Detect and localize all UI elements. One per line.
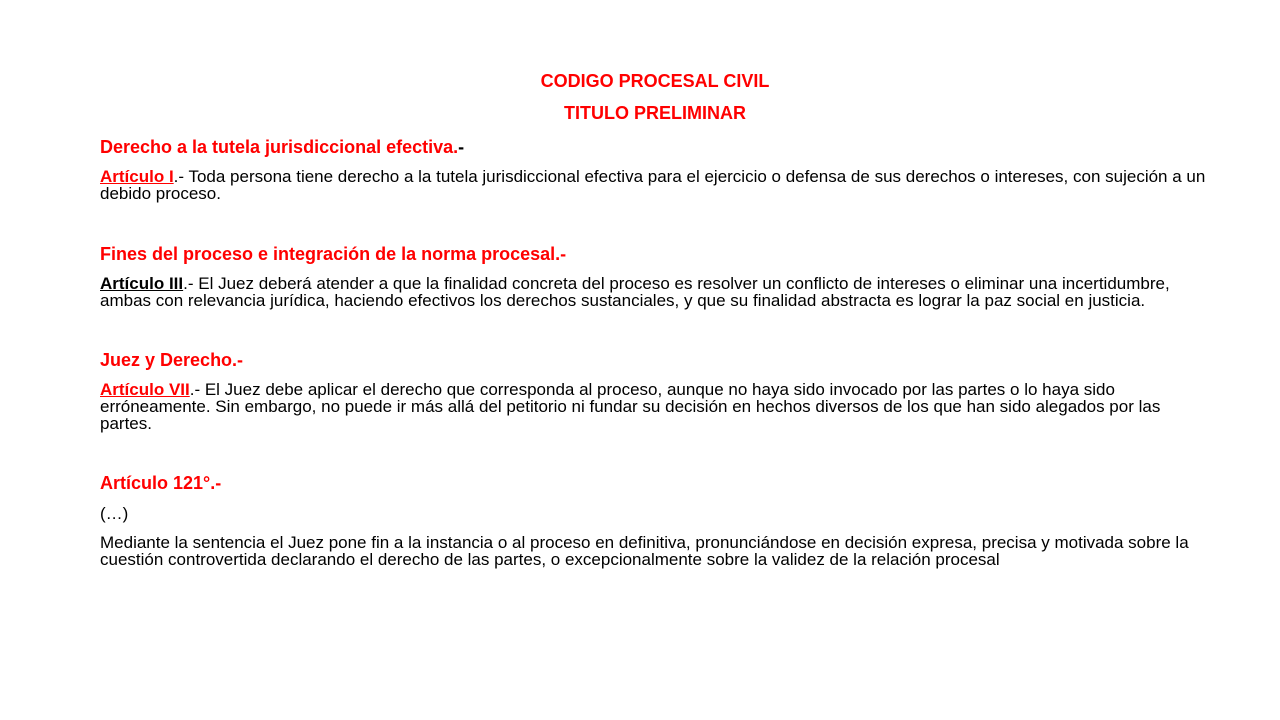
section-heading-tutela-text: Derecho a la tutela jurisdiccional efectiva. [100, 137, 459, 157]
article-i-ref: Artículo I [100, 167, 174, 186]
section-heading-tutela-suffix: - [458, 137, 465, 157]
section-heading-tutela [100, 136, 1210, 158]
article-iii-paragraph [100, 275, 1210, 309]
section-heading-articulo-121: Artículo 121°.- [100, 473, 222, 493]
section-heading-juez: Juez y Derecho.- [100, 350, 244, 370]
article-vii-body: .- El Juez debe aplicar el derecho que corresponda al proceso, aunque no haya sido invocado por las partes o lo haya sido erróneamente. Sin embargo, no puede ir más allá del petitorio ni fundar su decisión en hechos diversos de los que han sido alegados por las partes. [100, 380, 1161, 433]
slide-content [100, 70, 1210, 568]
article-i-body: .- Toda persona tiene derecho a la tutela jurisdiccional efectiva para el ejercicio o defensa de sus derechos o intereses, con sujeción a un debido proceso. [100, 167, 1206, 203]
section-heading-fines: Fines del proceso e integración de la norma procesal.- [100, 244, 567, 264]
document-subtitle: TITULO PRELIMINAR [564, 103, 746, 123]
article-i-paragraph [100, 168, 1210, 202]
document-title: CODIGO PROCESAL CIVIL [540, 71, 770, 91]
article-iii-body: .- El Juez deberá atender a que la finalidad concreta del proceso es resolver un conflicto de intereses o eliminar una incertidumbre, ambas con relevancia jurídica, haciendo efectivos los derechos sustanciales, y que su finalidad abstracta es lograr la paz social en justicia. [100, 274, 1170, 310]
article-vii-paragraph [100, 381, 1210, 432]
ellipsis-text: (…) [100, 504, 129, 523]
article-vii-ref: Artículo VII [100, 380, 190, 399]
article-iii-ref: Artículo III [100, 274, 184, 293]
article-121-paragraph: Mediante la sentencia el Juez pone fin a la instancia o al proceso en definitiva, pronunciándose en decisión expresa, precisa y motivada sobre la cuestión controvertida declarando el derecho de las partes, o excepcionalmente sobre la validez de la relación procesal [100, 533, 1189, 569]
